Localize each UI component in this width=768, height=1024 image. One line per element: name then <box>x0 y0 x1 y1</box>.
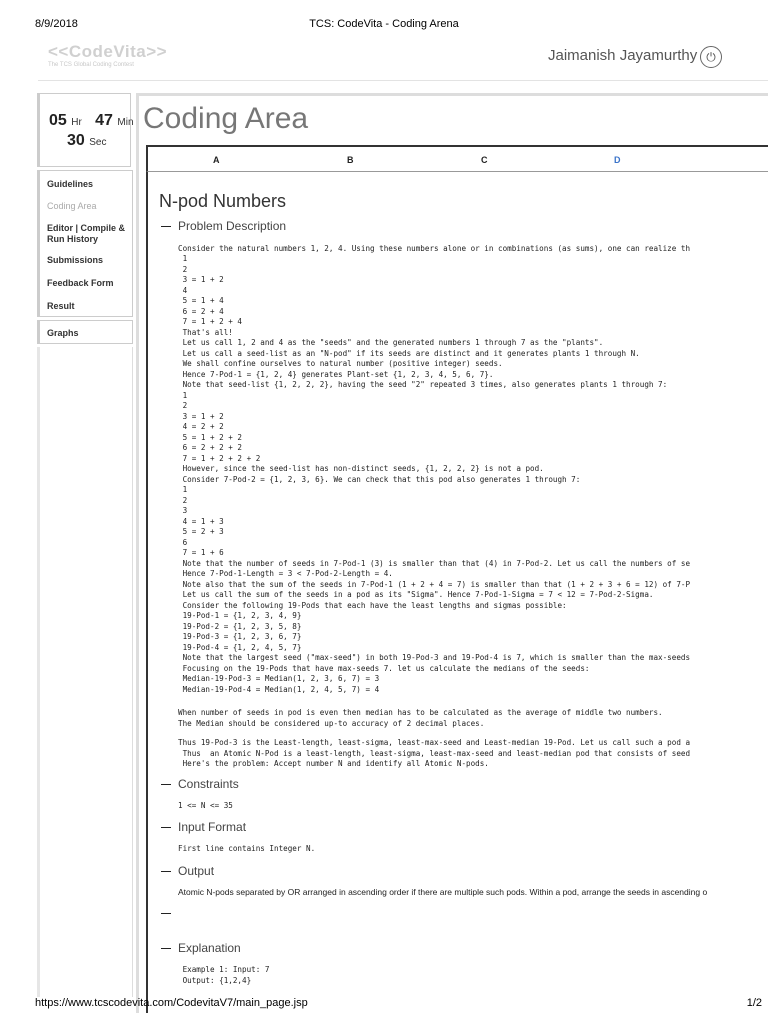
sidebar-item-result[interactable]: Result <box>47 301 75 311</box>
tab-a[interactable]: A <box>213 155 220 165</box>
input-format-text: First line contains Integer N. <box>178 844 316 853</box>
explanation-text: Example 1: Input: 7 Output: {1,2,4} <box>182 965 270 985</box>
logo-brand: <<CodeVita>> <box>48 42 168 61</box>
sidebar-item-coding-area[interactable]: Coding Area <box>47 201 97 211</box>
problem-body-block1: 1 2 3 = 1 + 2 4 5 = 1 + 4 6 = 2 + 4 7 = 1 + 2 + 4 That's all! Let us call 1, 2 and 4 as the "seeds" and the generated numbers 1 through 7 as the "plants". Let us call a seed-list as an "N-pod" if its seeds are distinct and it generates plants 1 through N. We shall confine ourselves to natural number (positive integer) seeds. Hence 7-Pod-1 = {1, 2, 4} generates Plant-set {1, 2, 3, 4, 5, 6, 7}. Note that seed-list {1, 2, 2, 2}, having the seed "2" repeated 3 times, also generates plants 1 through 7: 1 2 3 = 1 + 2 4 = 2 + 2 5 = 1 + 2 + 2 6 = 2 + 2 + 2 7 = 1 + 2 + 2 + 2 However, since the seed-list has non-distinct seeds, {1, 2, 2, 2} is not a pod. Consider 7-Pod-2 = {1, 2, 3, 6}. We can check that this pod also generates 1 through 7: 1 2 3 4 = 1 + 3 5 = 2 + 3 6 7 = 1 + 6 Note that the number of seeds in 7-Pod-1 (3) is smaller than that (4) in 7-Pod-2. Let us call the numbers of se Hence 7-Pod-1-Length = 3 < 7-Pod-2-Length = 4. Note also that the sum of the seeds in 7-Pod-1 (1 + 2 + 4 = 7) is smaller than that (1 + 2 + 3 + 6 = 12) of 7-P Let us call the sum of the seeds in a pod as its "Sigma". Hence 7-Pod-1-Sigma = 7 < 12 = 7-Pod-2-Sigma. Consider the following 19-Pods that each have the least lengths and sigmas possible: 19-Pod-1 = {1, 2, 3, 4, 9} 19-Pod-2 = {1, 2, 3, 5, 8} 19-Pod-3 = {1, 2, 3, 6, 7} 19-Pod-4 = {1, 2, 4, 5, 7} Note that the largest seed ("max-seed") in both 19-Pod-3 and 19-Pod-4 is 7, which is smaller than the max-seeds Focusing on the 19-Pods that have max-seeds 7. let us calculate the medians of the seeds: Median-19-Pod-3 = Median(1, 2, 3, 6, 7) = 3 Median-19-Pod-4 = Median(1, 2, 4, 5, 7) = 4 <box>182 254 691 694</box>
sidebar-item-graphs[interactable]: Graphs <box>47 328 79 338</box>
problem-tabs <box>146 145 768 172</box>
print-header <box>0 12 768 32</box>
section-label: Problem Description <box>178 219 287 233</box>
print-date: 8/9/2018 <box>35 18 78 30</box>
sidebar-item-feedback[interactable]: Feedback Form <box>47 278 114 288</box>
section-input-format[interactable] <box>161 820 246 834</box>
sidebar-border <box>37 347 133 997</box>
timer-seconds-unit: Sec <box>89 137 107 148</box>
timer-minutes: 47 <box>95 112 113 129</box>
timer-seconds: 30 <box>67 132 85 149</box>
power-glyph: ⏻ <box>706 49 716 64</box>
collapse-icon <box>161 948 171 949</box>
section-label: Input Format <box>178 820 247 834</box>
problem-title: N-pod Numbers <box>159 191 287 211</box>
sidebar-item-editor-line1: Editor | Compile & <box>47 223 126 233</box>
sidebar-item-editor-line2: Run History <box>47 234 99 244</box>
print-url: https://www.tcscodevita.com/CodevitaV7/main_page.jsp <box>35 997 308 1009</box>
section-explanation[interactable] <box>161 941 241 955</box>
collapse-icon <box>161 784 171 785</box>
sidebar-nav <box>37 170 133 317</box>
collapse-icon <box>161 226 171 227</box>
print-page-number: 1/2 <box>746 997 762 1009</box>
tab-b[interactable]: B <box>347 155 354 165</box>
problem-body-block2: When number of seeds in pod is even then median has to be calculated as the average of middle two numbers. The Median should be considered up-to accuracy of 2 decimal places. <box>178 708 663 728</box>
sidebar-item-guidelines[interactable]: Guidelines <box>47 179 94 189</box>
section-label: Output <box>178 864 215 878</box>
header-divider <box>38 80 768 81</box>
collapse-icon <box>161 827 171 828</box>
sidebar-item-editor[interactable] <box>47 223 125 245</box>
section-output[interactable] <box>161 864 214 878</box>
section-constraints[interactable] <box>161 777 239 791</box>
tab-c[interactable]: C <box>481 155 488 165</box>
sidebar-item-submissions[interactable]: Submissions <box>47 255 104 265</box>
section-problem-description[interactable] <box>161 219 286 233</box>
timer-hours: 05 <box>49 112 67 129</box>
problem-intro: Consider the natural numbers 1, 2, 4. Using these numbers alone or in combinations (as sums), one can realize th <box>178 244 691 253</box>
page-title: Coding Area <box>143 102 309 135</box>
codevita-logo[interactable] <box>48 42 168 68</box>
problem-body-block3: Thus 19-Pod-3 is the Least-length, least-sigma, least-max-seed and Least-median 19-Pod. Let us call such a pod a Thus an Atomic N-Pod is a least-length, least-sigma, least-max-seed and least-median pod that consists of seed Here's the problem: Accept number N and identify all Atomic N-pods. <box>178 738 691 768</box>
power-icon[interactable] <box>700 46 722 68</box>
output-text: Atomic N-pods separated by OR arranged in ascending order if there are multiple such pods. Within a pod, arrange the seeds in ascending o <box>178 887 708 897</box>
section-label: Constraints <box>178 777 239 791</box>
tab-d[interactable]: D <box>614 155 621 165</box>
sidebar-nav-secondary <box>37 320 133 344</box>
collapse-icon <box>161 871 171 872</box>
constraints-text: 1 <= N <= 35 <box>178 801 233 810</box>
collapse-icon <box>161 913 171 914</box>
logo-tagline: The TCS Global Coding Contest <box>48 62 134 68</box>
timer-minutes-unit: Min <box>117 117 134 128</box>
section-untitled[interactable] <box>161 906 171 920</box>
timer-hours-unit: Hr <box>71 117 82 128</box>
print-footer <box>0 994 768 1014</box>
countdown-timer <box>37 93 134 167</box>
user-name: Jaimanish Jayamurthy <box>548 47 698 64</box>
print-title: TCS: CodeVita - Coding Arena <box>309 18 459 30</box>
section-label: Explanation <box>178 941 241 955</box>
